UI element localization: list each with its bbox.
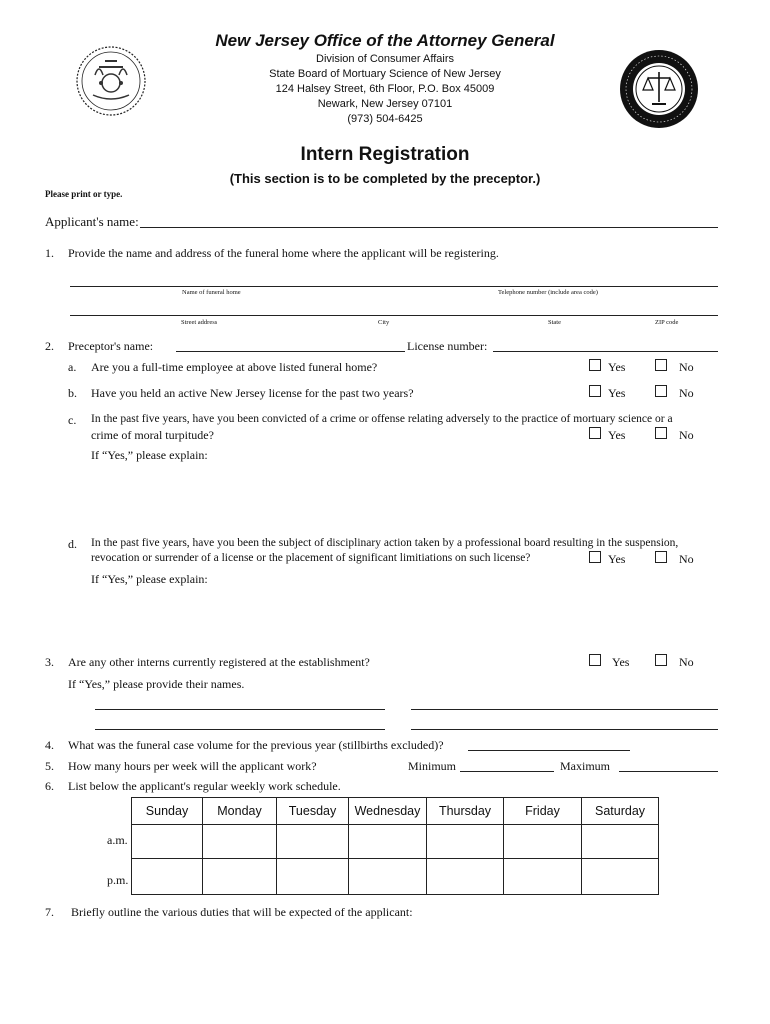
- board-name: State Board of Mortuary Science of New Jersey: [269, 68, 501, 80]
- caption-zip: ZIP code: [655, 319, 679, 326]
- am-saturday-cell[interactable]: [582, 825, 659, 859]
- q2b-no-label: No: [679, 386, 694, 400]
- q5-text: How many hours per week will the applicant work?: [68, 759, 317, 773]
- q3-yes-checkbox[interactable]: [589, 654, 601, 666]
- preceptor-name-field[interactable]: [176, 351, 405, 352]
- caption-street: Street address: [181, 319, 218, 326]
- q2d-no-label: No: [679, 552, 694, 566]
- pm-thursday-cell[interactable]: [427, 859, 504, 895]
- q2d-text-line2: revocation or surrender of a license or the placement of significant limitiations on such license?: [91, 552, 531, 564]
- applicant-name-field[interactable]: [140, 227, 718, 228]
- q2a-no-label: No: [679, 360, 694, 374]
- am-friday-cell[interactable]: [504, 825, 582, 859]
- intern-name-field-4[interactable]: [411, 729, 718, 730]
- am-monday-cell[interactable]: [203, 825, 277, 859]
- am-row-label: a.m.: [107, 833, 128, 847]
- q2b-no-checkbox[interactable]: [655, 385, 667, 397]
- q2d-explain-area[interactable]: [91, 589, 718, 649]
- attorney-general-seal-logo: [618, 48, 700, 130]
- q2a-text: Are you a full-time employee at above listed funeral home?: [91, 360, 378, 374]
- preceptor-name-label: Preceptor's name:: [68, 339, 154, 353]
- q2c-letter: c.: [68, 413, 77, 427]
- case-volume-field[interactable]: [468, 750, 630, 751]
- q2a-yes-checkbox[interactable]: [589, 359, 601, 371]
- division-name: Division of Consumer Affairs: [316, 53, 454, 65]
- q2d-no-checkbox[interactable]: [655, 551, 667, 563]
- q3-no-checkbox[interactable]: [655, 654, 667, 666]
- q7-number: 7.: [45, 905, 54, 919]
- funeral-home-name-field[interactable]: [70, 286, 718, 287]
- q2b-text: Have you held an active New Jersey license for the past two years?: [91, 386, 414, 400]
- day-monday: Monday: [203, 798, 277, 825]
- q2d-letter: d.: [68, 537, 77, 551]
- license-number-field[interactable]: [493, 351, 718, 352]
- day-friday: Friday: [504, 798, 582, 825]
- q4-text: What was the funeral case volume for the previous year (stillbirths excluded)?: [68, 738, 444, 752]
- q2-number: 2.: [45, 339, 54, 353]
- applicant-name-label: Applicant's name:: [45, 214, 139, 229]
- minimum-hours-field[interactable]: [460, 771, 554, 772]
- q3-yes-label: Yes: [612, 655, 630, 669]
- q2b-letter: b.: [68, 386, 77, 400]
- q2a-yes-label: Yes: [608, 360, 626, 374]
- schedule-pm-row: [132, 859, 659, 895]
- form-title: Intern Registration: [300, 144, 470, 165]
- caption-state: State: [548, 319, 561, 326]
- intern-name-field-1[interactable]: [95, 709, 385, 710]
- q2b-yes-label: Yes: [608, 386, 626, 400]
- pm-sunday-cell[interactable]: [132, 859, 203, 895]
- caption-funeral-home-name: Name of funeral home: [182, 289, 241, 296]
- am-thursday-cell[interactable]: [427, 825, 504, 859]
- q7-text: Briefly outline the various duties that will be expected of the applicant:: [71, 905, 413, 919]
- q2d-text-line1: In the past five years, have you been the subject of disciplinary action taken by a professional board resulting in the suspension,: [91, 537, 679, 549]
- print-note: Please print or type.: [45, 189, 123, 199]
- q2c-explain-prompt: If “Yes,” please explain:: [91, 448, 208, 462]
- q2c-yes-label: Yes: [608, 428, 626, 442]
- q2a-letter: a.: [68, 360, 77, 374]
- caption-telephone: Telephone number (include area code): [498, 289, 598, 296]
- q5-number: 5.: [45, 759, 54, 773]
- am-tuesday-cell[interactable]: [277, 825, 349, 859]
- q1-number: 1.: [45, 246, 54, 260]
- day-sunday: Sunday: [132, 798, 203, 825]
- form-subtitle: (This section is to be completed by the preceptor.): [229, 171, 541, 186]
- pm-row-label: p.m.: [107, 873, 129, 887]
- q1-text: Provide the name and address of the funeral home where the applicant will be registering.: [68, 246, 499, 260]
- q4-number: 4.: [45, 738, 54, 752]
- day-thursday: Thursday: [427, 798, 504, 825]
- maximum-hours-label: Maximum: [560, 759, 610, 773]
- schedule-header-row: [132, 798, 659, 825]
- pm-wednesday-cell[interactable]: [349, 859, 427, 895]
- day-wednesday: Wednesday: [349, 798, 427, 825]
- schedule-am-row: [132, 825, 659, 859]
- pm-tuesday-cell[interactable]: [277, 859, 349, 895]
- am-sunday-cell[interactable]: [132, 825, 203, 859]
- pm-friday-cell[interactable]: [504, 859, 582, 895]
- phone-number: (973) 504-6425: [347, 113, 423, 125]
- q2c-text-line2: crime of moral turpitude?: [91, 428, 214, 442]
- q2d-explain-prompt: If “Yes,” please explain:: [91, 572, 208, 586]
- state-seal-logo: [75, 45, 147, 117]
- city-address: Newark, New Jersey 07101: [317, 98, 453, 110]
- caption-city: City: [378, 319, 390, 326]
- day-saturday: Saturday: [582, 798, 659, 825]
- am-wednesday-cell[interactable]: [349, 825, 427, 859]
- duties-outline-area[interactable]: [71, 925, 718, 1005]
- q3-number: 3.: [45, 655, 54, 669]
- pm-saturday-cell[interactable]: [582, 859, 659, 895]
- q6-text: List below the applicant's regular weekly work schedule.: [68, 779, 341, 793]
- q2c-no-label: No: [679, 428, 694, 442]
- license-number-label: License number:: [407, 339, 488, 353]
- funeral-home-address-field[interactable]: [70, 315, 718, 316]
- q6-number: 6.: [45, 779, 54, 793]
- q3-names-prompt: If “Yes,” please provide their names.: [68, 677, 245, 691]
- pm-monday-cell[interactable]: [203, 859, 277, 895]
- agency-title: New Jersey Office of the Attorney General: [215, 31, 555, 50]
- q2d-yes-checkbox[interactable]: [589, 551, 601, 563]
- q2c-explain-area[interactable]: [91, 465, 718, 530]
- q2c-text-line1: In the past five years, have you been convicted of a crime or offense relating adversely to the practice of mortuary science or a: [91, 413, 673, 425]
- weekly-schedule-table: [131, 797, 659, 895]
- q2a-no-checkbox[interactable]: [655, 359, 667, 371]
- q3-no-label: No: [679, 655, 694, 669]
- q2c-yes-checkbox[interactable]: [589, 427, 601, 439]
- q3-text: Are any other interns currently registered at the establishment?: [68, 655, 370, 669]
- intern-name-field-3[interactable]: [95, 729, 385, 730]
- intern-name-field-2[interactable]: [411, 709, 718, 710]
- q2b-yes-checkbox[interactable]: [589, 385, 601, 397]
- q2c-no-checkbox[interactable]: [655, 427, 667, 439]
- q2d-yes-label: Yes: [608, 552, 626, 566]
- day-tuesday: Tuesday: [277, 798, 349, 825]
- street-address: 124 Halsey Street, 6th Floor, P.O. Box 45009: [275, 83, 495, 95]
- maximum-hours-field[interactable]: [619, 771, 718, 772]
- minimum-hours-label: Minimum: [408, 759, 457, 773]
